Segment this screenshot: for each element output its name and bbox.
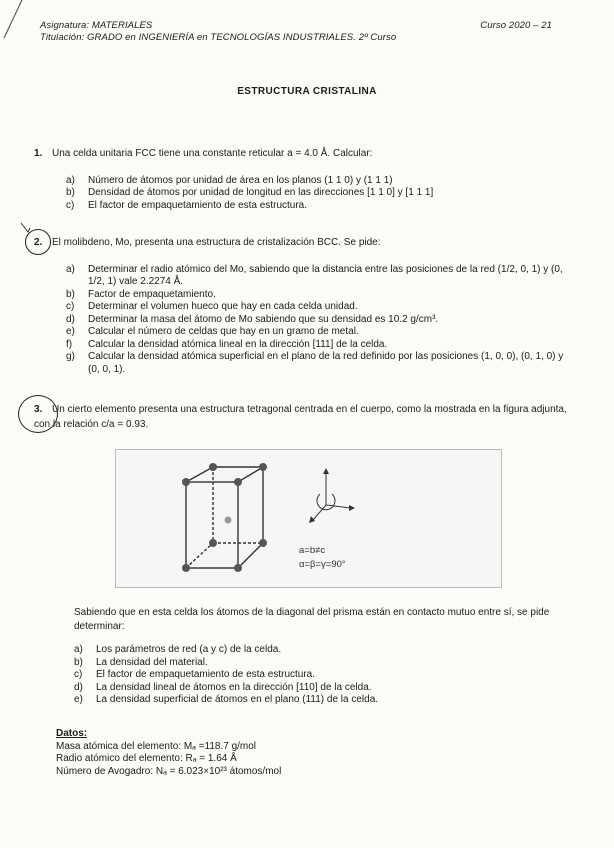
list-item xyxy=(74,694,574,707)
lattice-relation: a=b≠c xyxy=(299,545,326,556)
item-letter: e) xyxy=(74,694,83,705)
question-3 xyxy=(34,402,574,432)
item-letter: a) xyxy=(66,174,75,186)
item-text: La densidad del material. xyxy=(96,656,208,668)
list-item xyxy=(66,289,574,302)
list-item xyxy=(66,175,574,188)
list-item xyxy=(66,187,574,200)
item-text: La densidad lineal de átomos en la dirección [110] de la celda. xyxy=(96,681,372,693)
list-item xyxy=(74,669,574,682)
list-item xyxy=(66,301,574,314)
item-text: Determinar el volumen hueco que hay en cada celda unidad. xyxy=(88,301,358,312)
list-item xyxy=(66,339,574,352)
question-3-tasks xyxy=(74,606,574,707)
question-items xyxy=(66,175,574,213)
question-2 xyxy=(34,237,574,376)
item-text: Densidad de átomos por unidad de longitud en las direcciones [1 1 0] y [1 1 1] xyxy=(88,187,434,198)
angle-relation: α=β=γ=90° xyxy=(299,559,346,570)
item-letter: b) xyxy=(66,187,75,198)
question-intro: Un cierto elemento presenta una estructura tetragonal centrada en el cuerpo, como la mostrada en la figura adjunta, con la relación c/a = 0.93. xyxy=(34,404,567,430)
item-letter: b) xyxy=(74,656,83,668)
item-letter: a) xyxy=(74,644,83,655)
list-item xyxy=(74,644,574,657)
data-section xyxy=(56,728,556,778)
item-text: Número de átomos por unidad de área en los planos (1 1 0) y (1 1 1) xyxy=(88,174,393,186)
item-text: Determinar la masa del átomo de Mo sabiendo que su densidad es 10.2 g/cm³. xyxy=(88,313,439,325)
question-intro: Sabiendo que en esta celda los átomos de la diagonal del prisma están en contacto mutuo entre sí, se pide determinar: xyxy=(74,607,550,632)
list-item xyxy=(66,326,574,339)
item-letter: f) xyxy=(66,338,73,350)
data-line: Masa atómica del elemento: Mₐ =118.7 g/mol xyxy=(56,740,257,752)
question-1 xyxy=(34,148,574,212)
item-text: La densidad superficial de átomos en el plano (111) de la celda. xyxy=(96,694,379,705)
question-intro: Una celda unitaria FCC tiene una constante reticular a = 4.0 Å. Calcular: xyxy=(52,148,373,159)
item-text: Calcular la densidad atómica lineal en la dirección [111] de la celda. xyxy=(88,338,388,350)
list-item xyxy=(66,351,574,376)
item-letter: a) xyxy=(66,263,75,275)
question-items xyxy=(66,264,574,377)
item-letter: g) xyxy=(66,351,75,362)
data-line: Radio atómico del elemento: Rₐ = 1.64 Å xyxy=(56,753,237,764)
question-items xyxy=(74,644,574,707)
question-number: 1. xyxy=(34,148,43,159)
data-heading: Datos: xyxy=(56,728,88,739)
corner-mark xyxy=(0,0,40,40)
item-letter: c) xyxy=(66,199,75,211)
question-number: 3. xyxy=(34,404,43,415)
item-letter: b) xyxy=(66,288,75,300)
item-text: Calcular la densidad atómica superficial en el plano de la red definido por las posiciones (1, 0, 0), (0, 1, 0) y (0, 0, 1). xyxy=(88,351,564,375)
page-title: ESTRUCTURA CRISTALINA xyxy=(237,86,377,97)
item-text: Determinar el radio atómico del Mo, sabiendo que la distancia entre las posiciones de la red (1/2, 0, 1) y (0, 1/2, 1) vale 2.2274 Å. xyxy=(88,263,563,287)
item-text: Factor de empaquetamiento. xyxy=(88,288,216,300)
list-item xyxy=(66,264,574,289)
item-letter: d) xyxy=(66,313,75,325)
degree-line: Titulación: GRADO en INGENIERÍA en TECNOLOGÍAS INDUSTRIALES. 2º Curso xyxy=(40,32,397,43)
item-letter: d) xyxy=(74,681,83,693)
list-item xyxy=(66,314,574,327)
list-item xyxy=(66,200,574,213)
question-intro: El molibdeno, Mo, presenta una estructura de cristalización BCC. Se pide: xyxy=(52,237,381,248)
item-text: El factor de empaquetamiento de esta estructura. xyxy=(96,669,316,680)
item-text: Calcular el número de celdas que hay en un gramo de metal. xyxy=(88,326,359,337)
subject-line: Asignatura: MATERIALES xyxy=(40,20,153,31)
item-text: El factor de empaquetamiento de esta estructura. xyxy=(88,199,308,211)
data-line: Número de Avogadro: Nₐ = 6.023×10²³ átomos/mol xyxy=(56,765,282,777)
item-letter: c) xyxy=(66,301,75,312)
item-letter: e) xyxy=(66,326,75,337)
item-letter: c) xyxy=(74,669,83,680)
question-number: 2. xyxy=(34,237,43,248)
unit-cell-figure xyxy=(115,449,502,588)
list-item xyxy=(74,657,574,670)
list-item xyxy=(74,682,574,695)
course-year: Curso 2020 – 21 xyxy=(480,20,552,31)
item-text: Los parámetros de red (a y c) de la celda. xyxy=(96,644,282,655)
